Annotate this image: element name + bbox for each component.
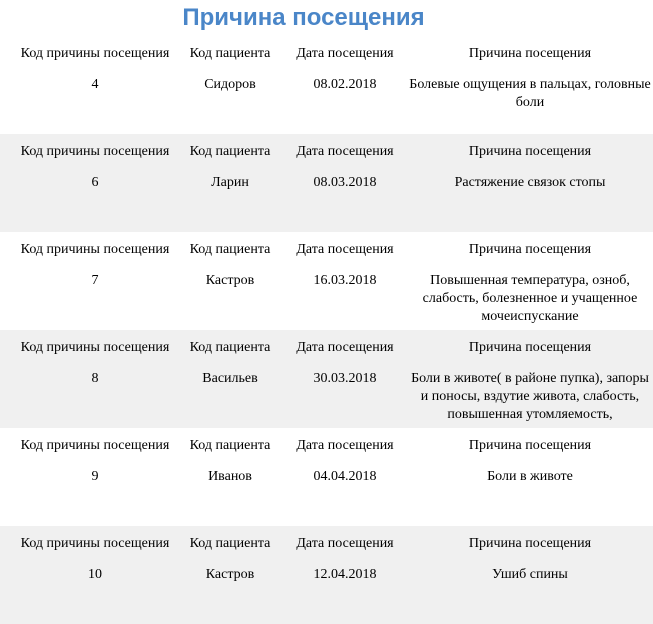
header-patient-code: Код пациента — [189, 46, 271, 61]
patient-value: Кастров — [205, 273, 255, 288]
header-reason: Причина посещения — [468, 536, 592, 551]
header-visit-date: Дата посещения — [296, 340, 394, 355]
header-reason: Причина посещения — [468, 144, 592, 159]
patient-value: Кастров — [205, 567, 255, 582]
reason-code-value: 8 — [91, 371, 99, 386]
visit-date-value: 12.04.2018 — [313, 567, 377, 582]
record — [0, 428, 653, 526]
visit-date-value: 30.03.2018 — [313, 371, 377, 386]
header-reason-code: Код причины посещения — [20, 340, 170, 355]
reason-code-value: 6 — [91, 175, 99, 190]
patient-value: Васильев — [202, 371, 258, 386]
header-reason: Причина посещения — [468, 340, 592, 355]
header-visit-date: Дата посещения — [296, 242, 394, 257]
reason-value: Растяжение связок стопы — [454, 175, 606, 190]
header-reason-code: Код причины посещения — [20, 46, 170, 61]
reason-value: Боли в животе — [487, 469, 573, 484]
header-visit-date: Дата посещения — [296, 144, 394, 159]
header-patient-code: Код пациента — [189, 438, 271, 453]
reason-code-value: 4 — [91, 77, 99, 92]
reason-code-value: 10 — [88, 567, 102, 582]
record — [0, 526, 653, 624]
header-reason: Причина посещения — [468, 438, 592, 453]
patient-value: Иванов — [208, 469, 252, 484]
patient-value: Сидоров — [204, 77, 256, 92]
records-list — [0, 36, 653, 624]
record — [0, 232, 653, 330]
reason-code-value: 7 — [91, 273, 99, 288]
record — [0, 134, 653, 232]
reason-code-value: 9 — [91, 469, 99, 484]
record — [0, 330, 653, 428]
header-patient-code: Код пациента — [189, 242, 271, 257]
record — [0, 36, 653, 134]
header-reason-code: Код причины посещения — [20, 144, 170, 159]
visit-date-value: 16.03.2018 — [313, 273, 377, 288]
reason-value: Ушиб спины — [492, 567, 568, 582]
header-reason-code: Код причины посещения — [20, 438, 170, 453]
header-reason-code: Код причины посещения — [20, 536, 170, 551]
reason-value: Повышенная температура, озноб, слабость, болезненное и учащенное мочеиспускание — [422, 273, 638, 324]
header-patient-code: Код пациента — [189, 340, 271, 355]
reason-value: Боли в животе( в районе пупка), запоры и поносы, вздутие живота, слабость, повышенная утомляемость, — [411, 371, 649, 422]
patient-value: Ларин — [211, 175, 249, 190]
header-visit-date: Дата посещения — [296, 536, 394, 551]
header-visit-date: Дата посещения — [296, 438, 394, 453]
header-reason: Причина посещения — [468, 242, 592, 257]
visit-date-value: 04.04.2018 — [313, 469, 377, 484]
reason-value: Болевые ощущения в пальцах, головные боли — [409, 77, 651, 110]
header-reason-code: Код причины посещения — [20, 242, 170, 257]
visit-date-value: 08.02.2018 — [313, 77, 377, 92]
report-title: Причина посещения — [182, 4, 425, 31]
header-visit-date: Дата посещения — [296, 46, 394, 61]
header-patient-code: Код пациента — [189, 536, 271, 551]
header-patient-code: Код пациента — [189, 144, 271, 159]
header-reason: Причина посещения — [468, 46, 592, 61]
visit-date-value: 08.03.2018 — [313, 175, 377, 190]
